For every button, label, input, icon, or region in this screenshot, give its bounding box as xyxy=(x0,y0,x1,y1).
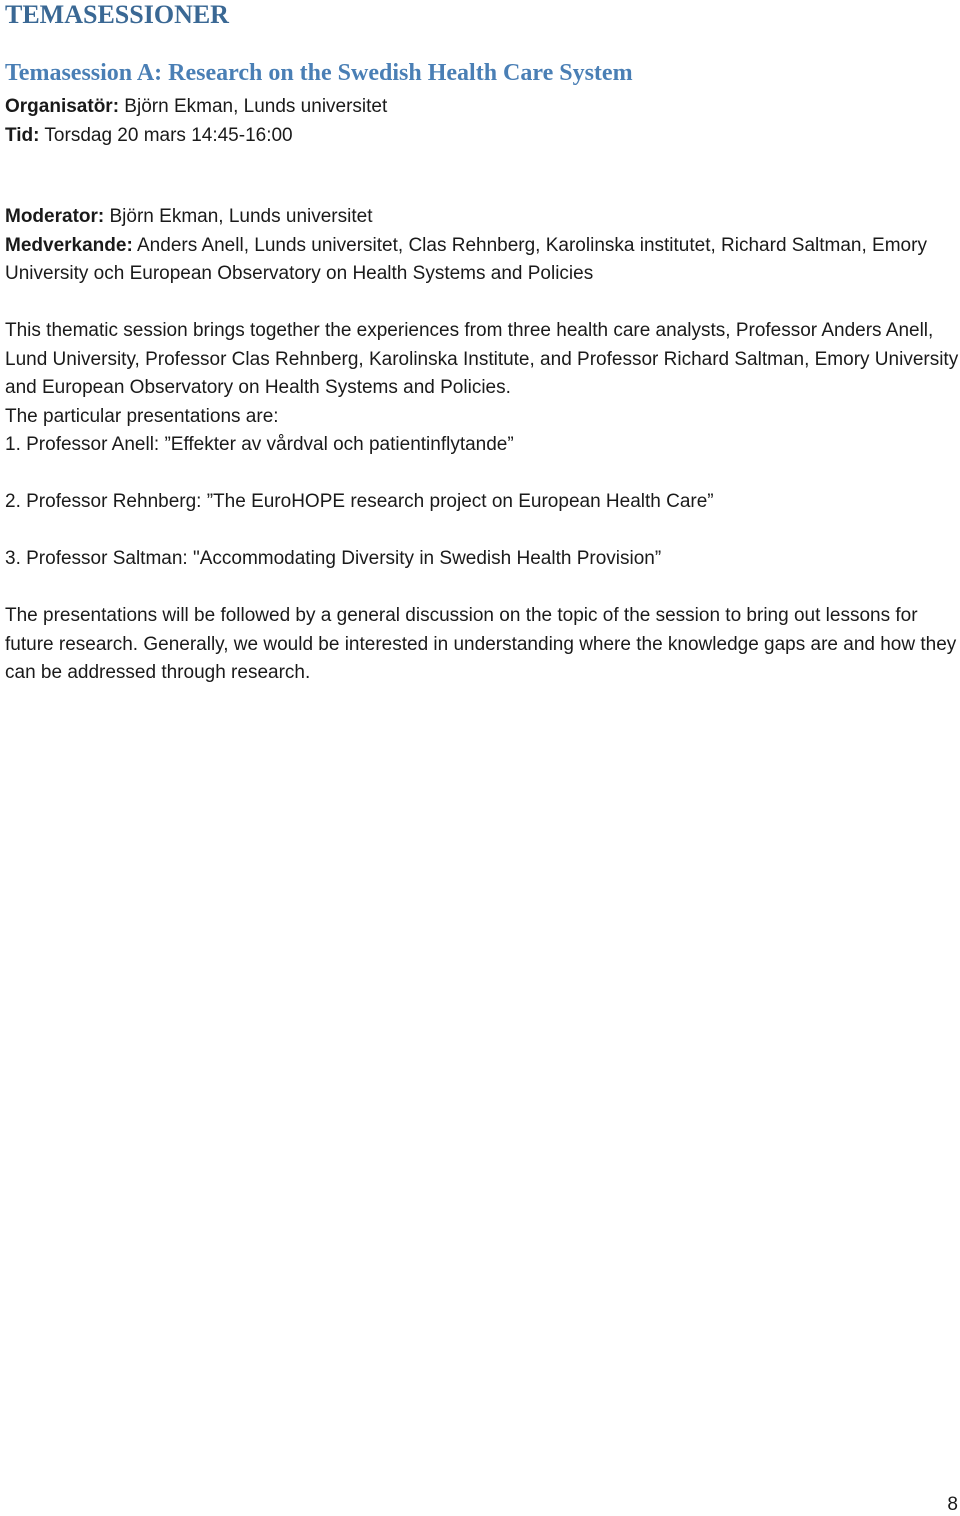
document-heading: TEMASESSIONER xyxy=(5,0,229,29)
time-line xyxy=(5,122,960,151)
organizer-time-block xyxy=(5,93,960,150)
intro-paragraph: This thematic session brings together the experiences from three health care analysts, Professor Anders Anell, Lund University, Professor Clas Rehnberg, Karolinska Institute, and Professor Richard Saltman, Emory University and European Observatory on Health Systems and Policies. xyxy=(5,320,959,398)
participants-label: Medverkande: xyxy=(5,234,133,256)
session-title: Temasession A: Research on the Swedish Health Care System xyxy=(5,60,633,86)
participants-value: Anders Anell, Lunds universitet, Clas Rehnberg, Karolinska institutet, Richard Saltman, Emory University och European Observatory on Health Systems and Policies xyxy=(5,234,927,284)
presentation-item: 1. Professor Anell: ”Effekter av vårdval och patientinflytande” xyxy=(5,434,514,455)
presentations-intro: The particular presentations are: xyxy=(5,405,279,427)
organizer-value: Björn Ekman, Lunds universitet xyxy=(119,96,388,117)
time-value: Torsdag 20 mars 14:45-16:00 xyxy=(39,124,293,146)
page-number: 8 xyxy=(947,1494,958,1515)
spacer xyxy=(5,460,960,489)
spacer xyxy=(5,517,960,546)
spacer xyxy=(5,574,960,603)
organizer-line xyxy=(5,93,960,122)
moderator-value: Björn Ekman, Lunds universitet xyxy=(104,206,373,227)
moderator-line xyxy=(5,203,960,232)
presentation-item: 3. Professor Saltman: "Accommodating Diversity in Swedish Health Provision” xyxy=(5,548,662,569)
closing-paragraph: The presentations will be followed by a general discussion on the topic of the session to bring out lessons for future research. Generally, we would be interested in understanding where the knowledge gaps are and how they can be addressed through research. xyxy=(5,605,957,683)
session-description xyxy=(5,317,960,688)
presentation-item: 2. Professor Rehnberg: ”The EuroHOPE research project on European Health Care” xyxy=(5,491,714,512)
participants-line xyxy=(5,232,960,289)
moderator-label: Moderator: xyxy=(5,206,105,227)
moderator-participants-block xyxy=(5,203,960,289)
organizer-label: Organisatör: xyxy=(5,96,120,117)
time-label: Tid: xyxy=(5,124,40,146)
